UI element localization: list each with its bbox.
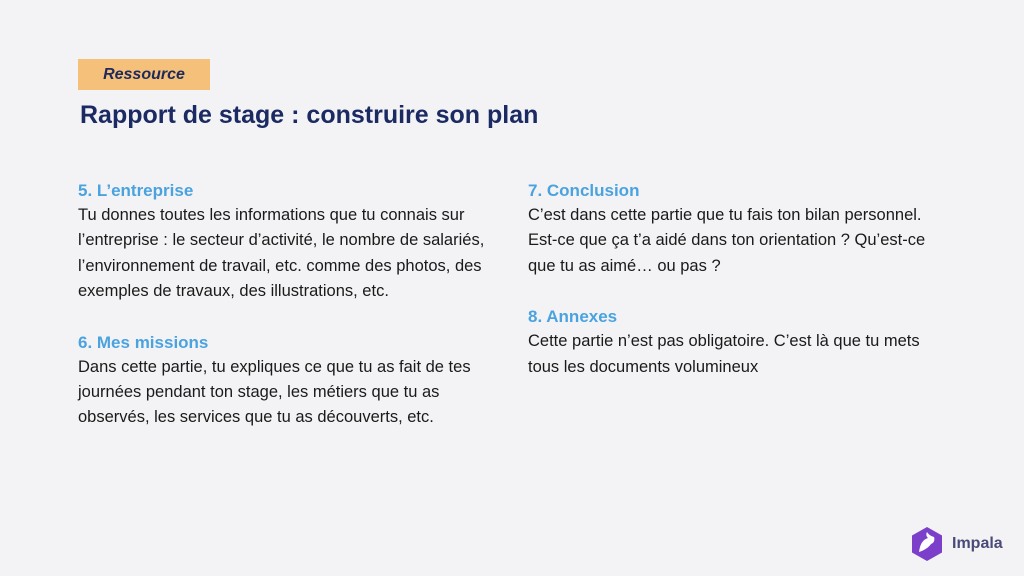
section-conclusion bbox=[528, 178, 958, 279]
section-missions bbox=[78, 330, 508, 431]
page-title: Rapport de stage : construire son plan bbox=[80, 101, 539, 129]
section-entreprise bbox=[78, 178, 508, 305]
section-conclusion-body: C’est dans cette partie que tu fais ton bilan personnel. Est-ce que ça t’a aidé dans ton orientation ? Qu’est-ce que tu as aimé… ou pas ? bbox=[528, 206, 926, 275]
section-missions-heading: 6. Mes missions bbox=[78, 332, 209, 352]
section-entreprise-heading: 5. L’entreprise bbox=[78, 181, 194, 200]
section-conclusion-heading: 7. Conclusion bbox=[528, 181, 640, 200]
brand-name: Impala bbox=[952, 535, 1003, 552]
left-column bbox=[78, 178, 508, 456]
right-column bbox=[528, 178, 958, 405]
section-annexes-heading: 8. Annexes bbox=[528, 307, 618, 327]
resource-tag-label: Ressource bbox=[103, 65, 185, 83]
section-missions-body: Dans cette partie, tu expliques ce que tu as fait de tes journées pendant ton stage, les métiers que tu as observés, les services que tu as découverts, etc. bbox=[78, 357, 471, 427]
section-annexes-body: Cette partie n’est pas obligatoire. C’est là que tu mets tous les documents volumineux bbox=[528, 332, 920, 376]
section-entreprise-body: Tu donnes toutes les informations que tu connais sur l’entreprise : le secteur d’activité, le nombre de salariés, l’environnement de travail, etc. comme des photos, des exemples de travaux, des illustrations, etc. bbox=[78, 206, 485, 301]
brand-logo bbox=[910, 526, 1003, 562]
resource-tag bbox=[78, 59, 210, 90]
section-annexes bbox=[528, 304, 958, 380]
impala-logo-icon bbox=[910, 526, 944, 562]
